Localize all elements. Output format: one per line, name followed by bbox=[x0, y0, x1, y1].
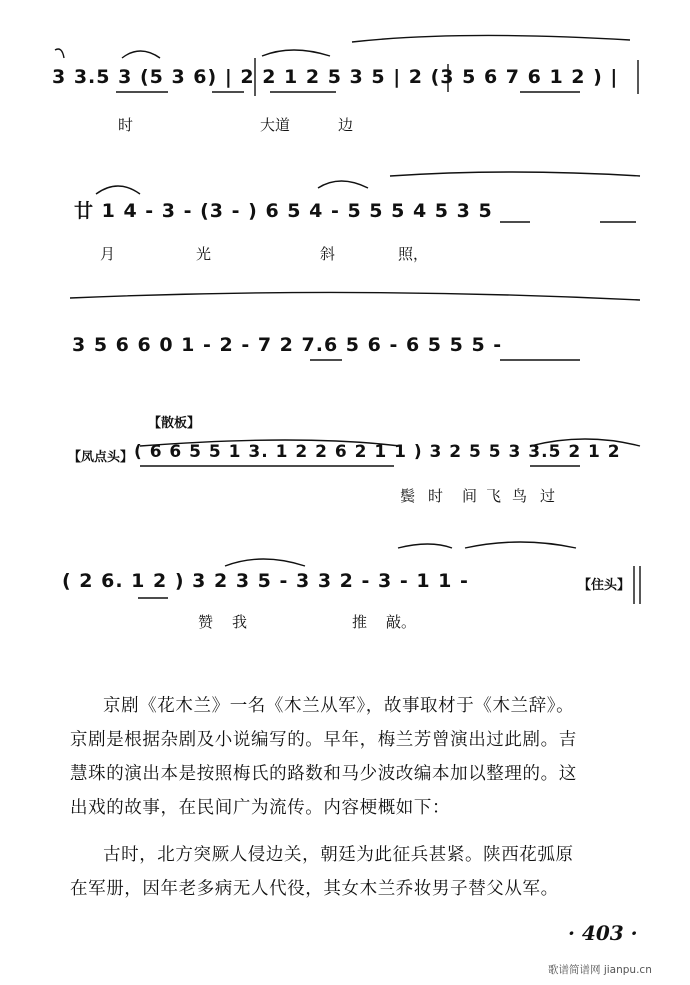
lyric-4-2: 时 bbox=[428, 487, 444, 505]
score-line-3: 3 5 6 6 0 1 - 2 - 7 2 7.6 5 6 - 6 5 5 5 - bbox=[72, 334, 503, 356]
lyric-2-1: 月 bbox=[100, 245, 116, 263]
gong-label: 【凤点头】 bbox=[68, 450, 134, 465]
lyric-5-1: 赞 bbox=[198, 613, 214, 631]
score-line-1: 3 3.5 3 (5 3 6) | 2 2 1 2 5 3 5 | 2 (3 5 6 7 6 1 2 ) | bbox=[52, 66, 619, 88]
article-line-5: 古时，北方突厥人侵边关，朝廷为此征兵甚紧。陕西花弧原 bbox=[103, 845, 574, 865]
lyric-4-3: 间 bbox=[462, 487, 478, 505]
watermark: 歌谱简谱网 jianpu.cn bbox=[548, 964, 652, 976]
end-label: 【住头】 bbox=[578, 578, 631, 593]
article-line-2: 京剧是根据杂剧及小说编写的。早年，梅兰芳曾演出过此剧。吉 bbox=[70, 730, 577, 750]
page-number: · 403 · bbox=[568, 921, 638, 945]
lyric-4-5: 鸟 bbox=[512, 487, 528, 505]
lyric-2-2: 光 bbox=[196, 245, 212, 263]
article-line-6: 在军册，因年老多病无人代役，其女木兰乔妆男子替父从军。 bbox=[70, 879, 559, 899]
lyric-4-4: 飞 bbox=[486, 487, 502, 505]
lyric-4-1: 鬓 bbox=[400, 487, 416, 505]
lyric-5-4: 敲。 bbox=[386, 613, 417, 631]
banshi-label: 【散板】 bbox=[148, 416, 201, 431]
lyric-1-2: 大道 bbox=[260, 116, 291, 134]
lyric-5-3: 推 bbox=[352, 613, 368, 631]
score-line-5: ( 2 6. 1 2 ) 3 2 3 5 - 3 3 2 - 3 - 1 1 - bbox=[62, 570, 469, 592]
score-line-4: ( 6 6 5 5 1 3. 1 2 2 6 2 1 1 ) 3 2 5 5 3 3.5 2 1 2 bbox=[134, 442, 621, 462]
article-line-4: 出戏的故事，在民间广为流传。内容梗概如下： bbox=[70, 798, 451, 818]
lyric-5-2: 我 bbox=[232, 613, 248, 631]
lyric-2-3: 斜 bbox=[320, 245, 336, 263]
article-line-3: 慧珠的演出本是按照梅氏的路数和马少波改编本加以整理的。这 bbox=[70, 764, 577, 784]
lyric-1-3: 边 bbox=[338, 116, 354, 134]
lyric-1-1: 时 bbox=[118, 116, 134, 134]
score-line-2: 廿 1 4 - 3 - (3 - ) 6 5 4 - 5 5 5 4 5 3 5 bbox=[74, 200, 493, 222]
lyric-2-4: 照， bbox=[398, 245, 429, 263]
article-line-1: 京剧《花木兰》一名《木兰从军》，故事取材于《木兰辞》。 bbox=[103, 696, 575, 716]
lyric-4-6: 过 bbox=[540, 487, 556, 505]
